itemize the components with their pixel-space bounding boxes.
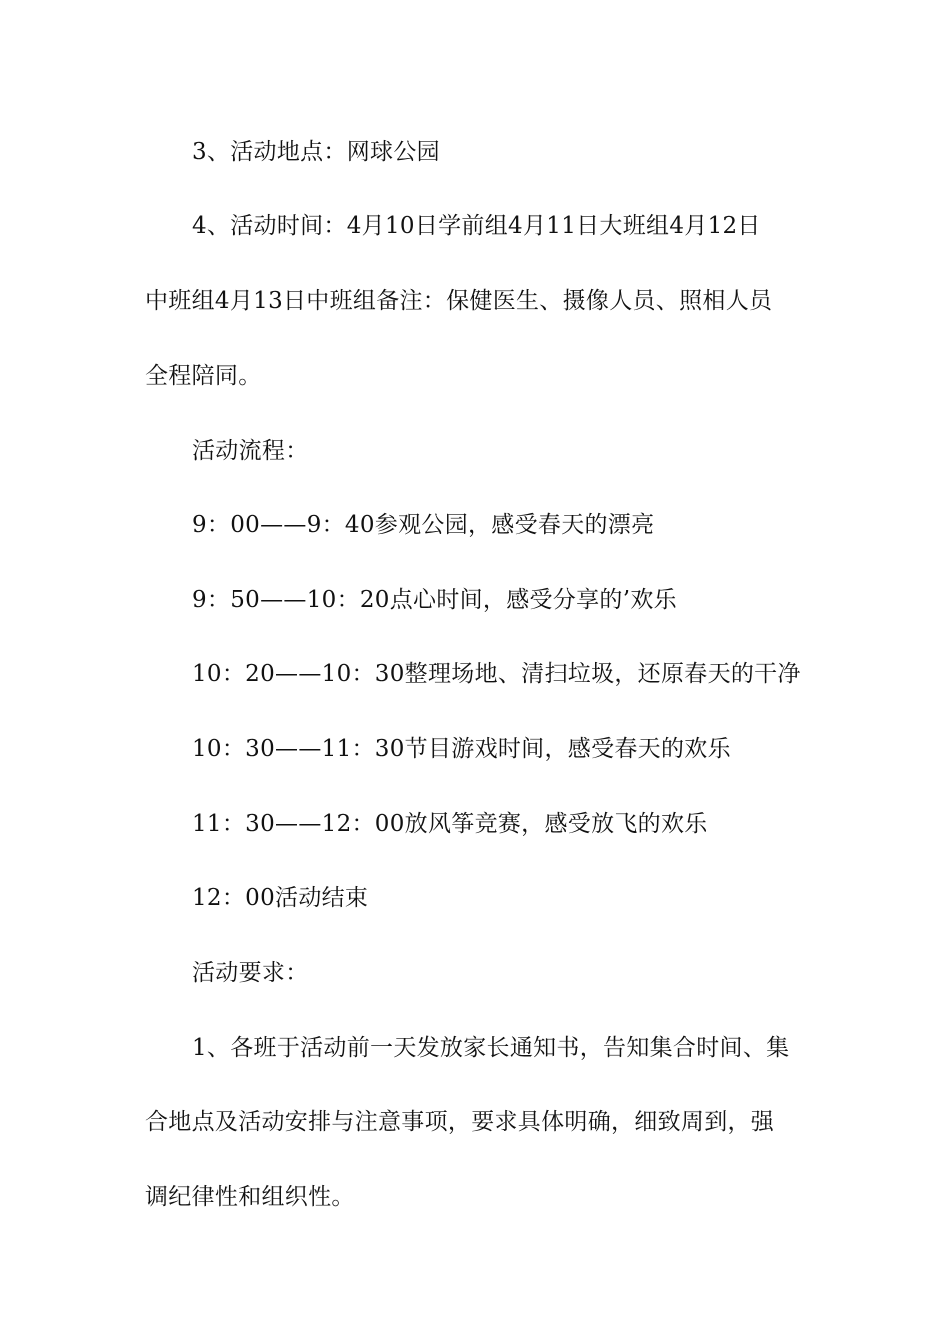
schedule-item: 12：00活动结束 [192, 885, 369, 911]
process-heading: 活动流程： [192, 438, 309, 464]
activity-time-line-end: 全程陪同。 [145, 363, 262, 389]
schedule-item: 11：30——12：00放风筝竞赛，感受放飞的欢乐 [192, 811, 708, 837]
schedule-item: 9：50——10：20点心时间，感受分享的’欢乐 [192, 587, 677, 613]
requirement-line-cont: 合地点及活动安排与注意事项，要求具体明确，细致周到，强 [145, 1109, 775, 1135]
requirement-line-end: 调纪律性和组织性。 [145, 1184, 355, 1210]
activity-location-line: 3、活动地点：网球公园 [192, 139, 440, 165]
schedule-item: 9：00——9：40参观公园，感受春天的漂亮 [192, 512, 655, 538]
schedule-item: 10：20——10：30整理场地、清扫垃圾，还原春天的干净 [192, 661, 801, 687]
schedule-item: 10：30——11：30节目游戏时间，感受春天的欢乐 [192, 736, 731, 762]
requirement-line: 1、各班于活动前一天发放家长通知书，告知集合时间、集 [192, 1035, 790, 1061]
activity-time-line: 4、活动时间：4月10日学前组4月11日大班组4月12日 [192, 213, 761, 239]
requirements-heading: 活动要求： [192, 960, 309, 986]
activity-time-line-cont: 中班组4月13日中班组备注：保健医生、摄像人员、照相人员 [145, 288, 773, 314]
